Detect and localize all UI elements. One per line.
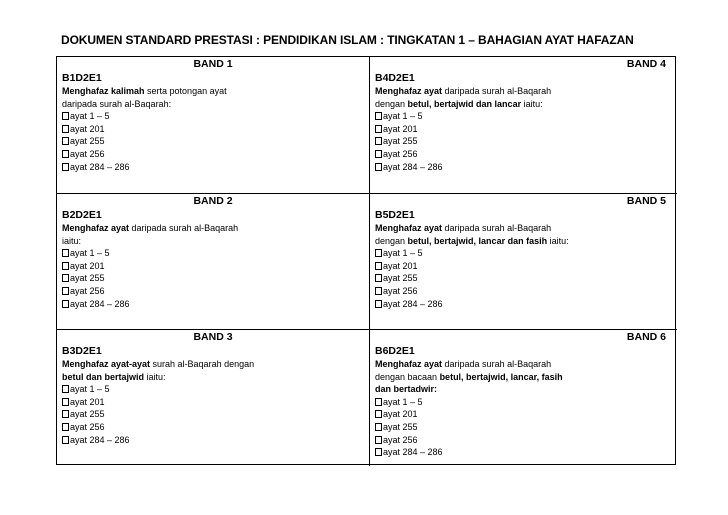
descriptor-text: surah al-Baqarah dengan xyxy=(150,359,255,369)
verse-range: ayat 256 xyxy=(70,285,105,296)
verse-range: ayat 1 – 5 xyxy=(70,111,110,122)
descriptor-text: dengan xyxy=(375,98,408,109)
descriptor-line xyxy=(62,358,364,371)
missing-glyph-icon xyxy=(62,274,69,282)
verse-list-item xyxy=(62,148,364,161)
missing-glyph-icon xyxy=(62,163,69,171)
descriptor-text: betul, bertajwid, lancar, fasih xyxy=(439,371,563,382)
descriptor-text: dengan bacaan xyxy=(375,371,440,382)
standard-code: B6D2E1 xyxy=(375,345,415,357)
descriptor-text: betul, bertajwid, lancar dan fasih xyxy=(407,235,548,246)
descriptor-text: dengan xyxy=(375,235,408,246)
verse-range: ayat 255 xyxy=(383,421,418,432)
verse-range: ayat 256 xyxy=(383,148,418,159)
verse-range: ayat 255 xyxy=(70,409,105,420)
band-cell xyxy=(369,329,677,466)
descriptor-line xyxy=(62,371,364,384)
band-heading: BAND 6 xyxy=(626,331,666,343)
verse-list-item xyxy=(375,446,672,459)
verse-list-item xyxy=(375,408,672,421)
band-cell xyxy=(57,329,369,466)
verse-range: ayat 284 – 286 xyxy=(383,447,443,458)
verse-list-item xyxy=(375,110,672,123)
descriptor-text: daripada surah al-Baqarah xyxy=(442,223,552,233)
band-table xyxy=(56,56,676,465)
missing-glyph-icon xyxy=(62,385,69,393)
verse-range: ayat 256 xyxy=(70,148,105,159)
standard-code: B2D2E1 xyxy=(62,209,102,221)
verse-list-item xyxy=(375,123,672,136)
band-heading: BAND 1 xyxy=(193,58,233,70)
descriptor-line xyxy=(62,235,364,248)
missing-glyph-icon xyxy=(62,262,69,270)
missing-glyph-icon xyxy=(62,112,69,120)
verse-range: ayat 1 – 5 xyxy=(383,248,423,259)
verse-range: ayat 201 xyxy=(383,409,418,420)
descriptor-text: daripada surah al-Baqarah xyxy=(442,86,552,96)
verse-list-item xyxy=(375,298,672,311)
descriptor-text: betul, bertajwid dan lancar xyxy=(407,98,522,109)
verse-range: ayat 201 xyxy=(70,123,105,134)
band-heading: BAND 4 xyxy=(626,58,666,70)
standard-code: B4D2E1 xyxy=(375,72,415,84)
descriptor-text: iaitu: xyxy=(62,235,82,246)
missing-glyph-icon xyxy=(375,125,382,133)
band-cell xyxy=(369,193,677,329)
missing-glyph-icon xyxy=(375,150,382,158)
descriptor-line xyxy=(375,222,672,235)
band-cell xyxy=(57,57,369,193)
missing-glyph-icon xyxy=(375,262,382,270)
descriptor-text: daripada surah al-Baqarah xyxy=(442,359,552,369)
missing-glyph-icon xyxy=(62,410,69,418)
verse-list-item xyxy=(62,285,364,298)
verse-range: ayat 256 xyxy=(383,285,418,296)
missing-glyph-icon xyxy=(62,423,69,431)
verse-list-item xyxy=(62,408,364,421)
missing-glyph-icon xyxy=(375,436,382,444)
standard-code: B1D2E1 xyxy=(62,72,102,84)
descriptor-line xyxy=(375,371,672,384)
missing-glyph-icon xyxy=(375,398,382,406)
band-cell xyxy=(369,57,677,193)
verse-list-item xyxy=(62,247,364,260)
verse-list-item xyxy=(375,421,672,434)
verse-list-item xyxy=(375,434,672,447)
missing-glyph-icon xyxy=(375,137,382,145)
missing-glyph-icon xyxy=(375,249,382,257)
missing-glyph-icon xyxy=(375,287,382,295)
missing-glyph-icon xyxy=(62,287,69,295)
verse-list-item xyxy=(375,285,672,298)
band-heading: BAND 5 xyxy=(626,195,666,207)
verse-list-item xyxy=(62,135,364,148)
standard-code: B5D2E1 xyxy=(375,209,415,221)
descriptor-text: iaitu: xyxy=(547,235,569,246)
verse-list-item xyxy=(375,396,672,409)
missing-glyph-icon xyxy=(375,163,382,171)
verse-range: ayat 256 xyxy=(70,421,105,432)
verse-range: ayat 1 – 5 xyxy=(383,396,423,407)
descriptor-text: dan bertadwir: xyxy=(375,384,438,395)
missing-glyph-icon xyxy=(62,150,69,158)
verse-list-item xyxy=(62,123,364,136)
verse-list-item xyxy=(375,260,672,273)
verse-range: ayat 284 – 286 xyxy=(70,161,130,172)
missing-glyph-icon xyxy=(62,137,69,145)
descriptor-text: Menghafaz ayat xyxy=(62,223,130,233)
missing-glyph-icon xyxy=(375,112,382,120)
descriptor-text: iaitu: xyxy=(144,371,166,382)
missing-glyph-icon xyxy=(62,436,69,444)
verse-list-item xyxy=(62,396,364,409)
descriptor-line xyxy=(62,222,364,235)
page-title: DOKUMEN STANDARD PRESTASI : PENDIDIKAN ISLAM : TINGKATAN 1 – BAHAGIAN AYAT HAFAZAN xyxy=(61,33,634,47)
verse-range: ayat 284 – 286 xyxy=(70,434,130,445)
missing-glyph-icon xyxy=(375,448,382,456)
verse-range: ayat 1 – 5 xyxy=(70,384,110,395)
descriptor-text: iaitu: xyxy=(521,98,543,109)
missing-glyph-icon xyxy=(375,300,382,308)
verse-list-item xyxy=(375,272,672,285)
verse-list-item xyxy=(375,247,672,260)
band-heading: BAND 3 xyxy=(193,331,233,343)
missing-glyph-icon xyxy=(375,423,382,431)
descriptor-text: daripada surah al-Baqarah: xyxy=(62,98,172,109)
standard-code: B3D2E1 xyxy=(62,345,102,357)
descriptor-text: Menghafaz ayat xyxy=(375,86,443,96)
descriptor-text: Menghafaz kalimah xyxy=(62,86,145,96)
verse-list-item xyxy=(62,421,364,434)
verse-range: ayat 255 xyxy=(383,136,418,147)
verse-range: ayat 256 xyxy=(383,434,418,445)
descriptor-line xyxy=(375,98,672,111)
verse-list-item xyxy=(62,383,364,396)
descriptor-text: daripada surah al-Baqarah xyxy=(129,223,239,233)
verse-range: ayat 255 xyxy=(70,273,105,284)
descriptor-text: betul dan bertajwid xyxy=(62,371,145,382)
verse-list-item xyxy=(375,135,672,148)
verse-list-item xyxy=(62,260,364,273)
verse-range: ayat 284 – 286 xyxy=(383,161,443,172)
descriptor-line xyxy=(62,98,364,111)
verse-range: ayat 201 xyxy=(70,396,105,407)
descriptor-line xyxy=(375,383,672,396)
missing-glyph-icon xyxy=(62,300,69,308)
descriptor-text: Menghafaz ayat-ayat xyxy=(62,359,151,369)
missing-glyph-icon xyxy=(62,249,69,257)
verse-range: ayat 201 xyxy=(383,260,418,271)
descriptor-line xyxy=(375,85,672,98)
verse-list-item xyxy=(62,110,364,123)
descriptor-line xyxy=(62,85,364,98)
missing-glyph-icon xyxy=(62,125,69,133)
verse-range: ayat 255 xyxy=(383,273,418,284)
verse-range: ayat 201 xyxy=(70,260,105,271)
descriptor-text: serta potongan ayat xyxy=(144,86,227,96)
verse-range: ayat 1 – 5 xyxy=(70,248,110,259)
descriptor-text: Menghafaz ayat xyxy=(375,359,443,369)
descriptor-line xyxy=(375,235,672,248)
missing-glyph-icon xyxy=(375,274,382,282)
verse-list-item xyxy=(62,434,364,447)
verse-list-item xyxy=(62,272,364,285)
verse-list-item xyxy=(375,148,672,161)
verse-list-item xyxy=(375,161,672,174)
descriptor-line xyxy=(375,358,672,371)
descriptor-text: Menghafaz ayat xyxy=(375,223,443,233)
band-cell xyxy=(57,193,369,329)
band-heading: BAND 2 xyxy=(193,195,233,207)
verse-range: ayat 1 – 5 xyxy=(383,111,423,122)
verse-list-item xyxy=(62,298,364,311)
missing-glyph-icon xyxy=(375,410,382,418)
verse-range: ayat 201 xyxy=(383,123,418,134)
verse-range: ayat 284 – 286 xyxy=(383,298,443,309)
verse-range: ayat 255 xyxy=(70,136,105,147)
verse-range: ayat 284 – 286 xyxy=(70,298,130,309)
missing-glyph-icon xyxy=(62,398,69,406)
verse-list-item xyxy=(62,161,364,174)
